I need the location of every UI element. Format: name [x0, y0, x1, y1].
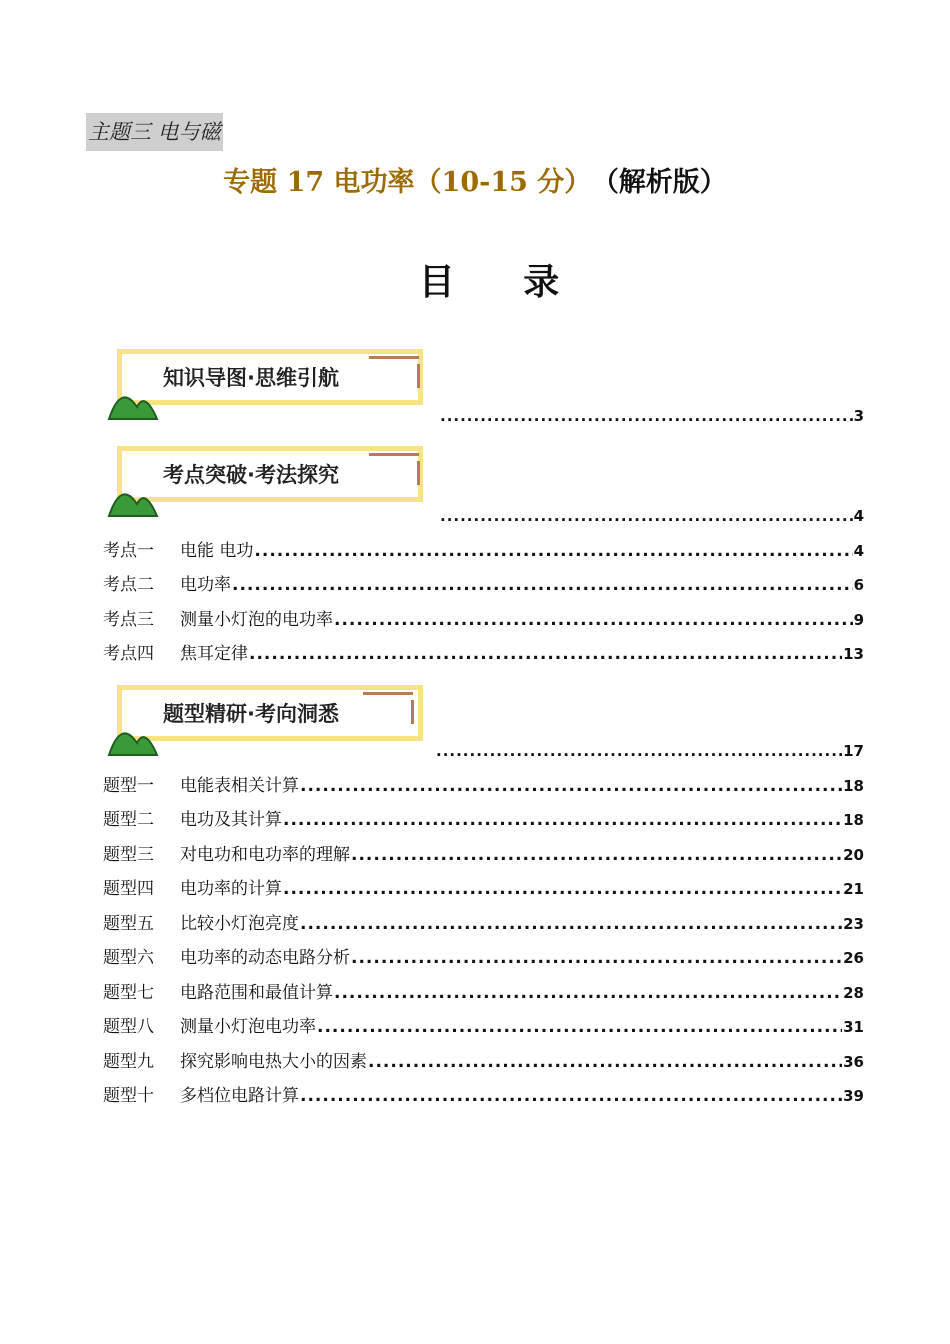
leader-dots [317, 1014, 842, 1040]
section-banner-exam-points[interactable] [107, 446, 425, 514]
entry-title: 电路范围和最值计算 [180, 983, 333, 1003]
section-banner-mindmap[interactable] [107, 349, 425, 417]
page-number: 26 [843, 949, 864, 967]
entry-title: 探究影响电热大小的因素 [180, 1052, 367, 1072]
topic-tag: 主题三 电与磁 [86, 113, 223, 151]
toc-entry[interactable] [103, 607, 864, 633]
leader-dots [283, 807, 842, 833]
toc-entry[interactable] [103, 538, 864, 564]
page-number: 18 [843, 811, 864, 829]
entry-title: 电功率 [180, 575, 231, 595]
toc-entry[interactable] [103, 876, 864, 902]
page-number: 4 [853, 542, 864, 560]
toc-heading: 目 录 [418, 261, 588, 303]
leader-dots [300, 773, 842, 799]
toc-entry[interactable] [103, 1083, 864, 1109]
banner-label: 知识导图·思维引航 [163, 366, 339, 390]
toc-entry[interactable] [103, 572, 864, 598]
entry-title: 电功率的动态电路分析 [180, 948, 350, 968]
entry-title: 比较小灯泡亮度 [180, 914, 299, 934]
page-number: 39 [843, 1087, 864, 1105]
leader-dots [249, 641, 842, 667]
entry-code: 考点三 [103, 610, 154, 630]
leader-dots [351, 842, 842, 868]
leader-dots [368, 1049, 842, 1075]
page-number: 31 [843, 1018, 864, 1036]
entry-code: 考点二 [103, 575, 154, 595]
leader-dots [300, 911, 842, 937]
entry-title: 对电功和电功率的理解 [180, 845, 350, 865]
page-number: 4 [853, 507, 864, 525]
toc-entry[interactable] [103, 1014, 864, 1040]
page-number: 23 [843, 915, 864, 933]
page-number: 21 [843, 880, 864, 898]
page-number: 20 [843, 846, 864, 864]
hills-icon [107, 377, 159, 421]
page-number: 17 [843, 742, 864, 760]
entry-code: 题型七 [103, 983, 154, 1003]
entry-code: 题型一 [103, 776, 154, 796]
page-number: 28 [843, 984, 864, 1002]
toc-entry[interactable] [103, 773, 864, 799]
page-number: 3 [853, 407, 864, 425]
document-title [0, 160, 950, 199]
leader-dots [440, 507, 854, 525]
page-number: 9 [853, 611, 864, 629]
toc-entry[interactable] [103, 842, 864, 868]
entry-title: 多档位电路计算 [180, 1086, 299, 1106]
entry-title: 电能 电功 [180, 541, 254, 561]
entry-title: 测量小灯泡电功率 [180, 1017, 316, 1037]
leader-dots [232, 572, 853, 598]
entry-code: 题型五 [103, 914, 154, 934]
entry-code: 题型六 [103, 948, 154, 968]
section-banner-question-types[interactable] [107, 685, 425, 753]
entry-title: 电能表相关计算 [180, 776, 299, 796]
leader-dots [334, 980, 842, 1006]
page-number: 36 [843, 1053, 864, 1071]
toc-entry[interactable] [103, 641, 864, 667]
page-number: 6 [853, 576, 864, 594]
leader-dots [334, 607, 853, 633]
entry-code: 题型二 [103, 810, 154, 830]
leader-dots [351, 945, 842, 971]
leader-dots [436, 742, 843, 760]
toc-entry-section-3[interactable] [436, 742, 864, 764]
leader-dots [440, 407, 854, 425]
leader-dots [300, 1083, 842, 1109]
toc-entry[interactable] [103, 911, 864, 937]
toc-entry[interactable] [103, 1049, 864, 1075]
entry-title: 焦耳定律 [180, 644, 248, 664]
entry-code: 题型三 [103, 845, 154, 865]
toc-entry[interactable] [103, 980, 864, 1006]
leader-dots [254, 538, 852, 564]
banner-label: 考点突破·考法探究 [163, 463, 339, 487]
banner-label: 题型精研·考向洞悉 [163, 702, 339, 726]
title-main: 专题 17 电功率（10-15 分） [223, 167, 592, 198]
toc-entry[interactable] [103, 945, 864, 971]
entry-code: 考点四 [103, 644, 154, 664]
toc-entry-section-1[interactable] [440, 407, 864, 429]
entry-code: 题型九 [103, 1052, 154, 1072]
title-suffix: （解析版） [605, 167, 727, 198]
page-number: 13 [843, 645, 864, 663]
toc-entry-section-2[interactable] [440, 507, 864, 529]
entry-title: 电功及其计算 [180, 810, 282, 830]
toc-entry[interactable] [103, 807, 864, 833]
page-number: 18 [843, 777, 864, 795]
entry-code: 题型八 [103, 1017, 154, 1037]
entry-title: 电功率的计算 [180, 879, 282, 899]
leader-dots [283, 876, 842, 902]
hills-icon [107, 713, 159, 757]
entry-code: 题型四 [103, 879, 154, 899]
hills-icon [107, 474, 159, 518]
entry-code: 题型十 [103, 1086, 154, 1106]
entry-title: 测量小灯泡的电功率 [180, 610, 333, 630]
entry-code: 考点一 [103, 541, 154, 561]
